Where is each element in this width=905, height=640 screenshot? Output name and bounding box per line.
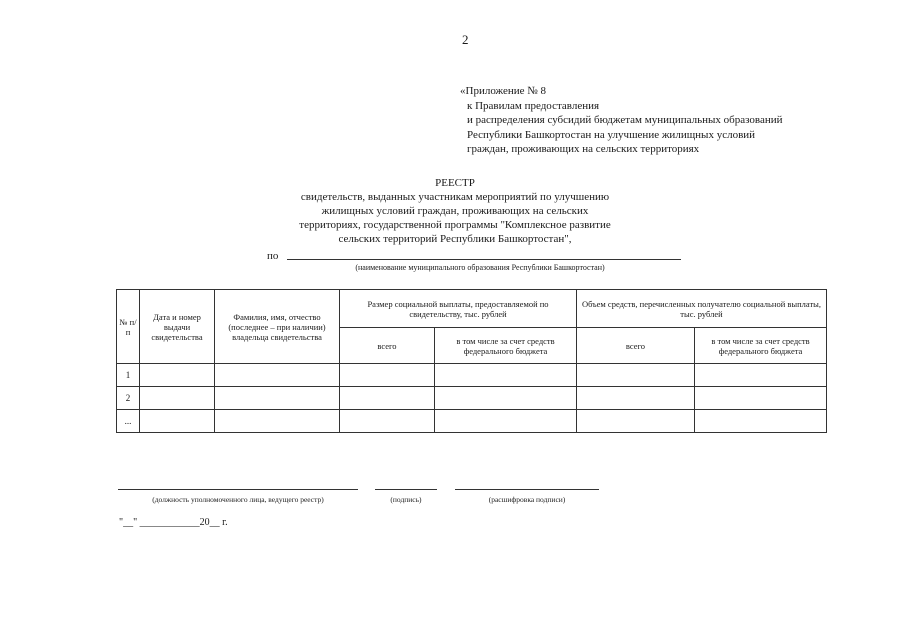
title-line: свидетельств, выданных участникам мероприятий по улучшению — [300, 191, 610, 203]
header-total: всего — [577, 328, 695, 364]
table-cell — [435, 410, 577, 433]
table-row — [117, 364, 827, 387]
document-title — [260, 176, 650, 246]
table-cell — [215, 387, 340, 410]
header-social-payment: Размер социальной выплаты, предоставляемой по свидетельству, тыс. рублей — [340, 290, 577, 328]
table-cell — [340, 364, 435, 387]
appendix-line: граждан, проживающих на сельских территориях — [467, 143, 700, 155]
page-number: 2 — [462, 32, 469, 47]
date-line: "__" ____________20__ г. — [119, 517, 228, 528]
signature-caption: (подпись) — [390, 495, 422, 504]
appendix-line: Республики Башкортостан на улучшение жилищных условий — [467, 128, 756, 141]
table-cell — [695, 364, 827, 387]
title-heading: РЕЕСТР — [435, 177, 475, 189]
header-transferred-funds: Объем средств, перечисленных получателю социальной выплаты, тыс. рублей — [577, 290, 827, 328]
row-number: ... — [117, 410, 140, 433]
appendix-line: к Правилам предоставления — [467, 99, 600, 112]
table-cell — [577, 410, 695, 433]
table-cell — [215, 364, 340, 387]
decoding-signature-line — [455, 489, 599, 490]
appendix-line: и распределения субсидий бюджетам муниципальных образований — [467, 114, 783, 126]
table-cell — [435, 364, 577, 387]
position-signature-line — [118, 489, 358, 490]
po-label: по — [267, 250, 279, 262]
header-num: № п/п — [117, 290, 140, 364]
table-cell — [140, 364, 215, 387]
header-federal: в том числе за счет средств федерального бюджета — [695, 328, 827, 364]
title-line: жилищных условий граждан, проживающих на сельских — [321, 205, 589, 217]
municipality-fill-line — [287, 259, 681, 260]
table-cell — [215, 410, 340, 433]
header-federal: в том числе за счет средств федерального бюджета — [435, 328, 577, 364]
registry-table — [116, 289, 827, 433]
municipality-caption: (наименование муниципального образования Республики Башкортостан) — [355, 263, 605, 272]
table-cell — [140, 387, 215, 410]
table-cell — [340, 387, 435, 410]
table-row — [117, 387, 827, 410]
table-cell — [577, 364, 695, 387]
table-cell — [577, 387, 695, 410]
table-cell — [695, 410, 827, 433]
table-row — [117, 410, 827, 433]
table-cell — [695, 387, 827, 410]
decoding-caption: (расшифровка подписи) — [488, 495, 566, 504]
appendix-line: «Приложение № 8 — [460, 85, 547, 97]
position-caption: (должность уполномоченного лица, ведущего реестр) — [152, 495, 324, 504]
header-fio: Фамилия, имя, отчество (последнее – при наличии) владельца свидетельства — [215, 290, 340, 364]
header-total: всего — [340, 328, 435, 364]
table-cell — [140, 410, 215, 433]
row-number: 2 — [117, 387, 140, 410]
table-cell — [435, 387, 577, 410]
title-line: сельских территорий Республики Башкортостан", — [338, 233, 572, 245]
title-line: территориях, государственной программы "Комплексное развитие — [299, 219, 611, 231]
signature-line — [375, 489, 437, 490]
row-number: 1 — [117, 364, 140, 387]
header-date-number: Дата и номер выдачи свидетельства — [140, 290, 215, 364]
table-cell — [340, 410, 435, 433]
appendix-block — [460, 84, 783, 157]
